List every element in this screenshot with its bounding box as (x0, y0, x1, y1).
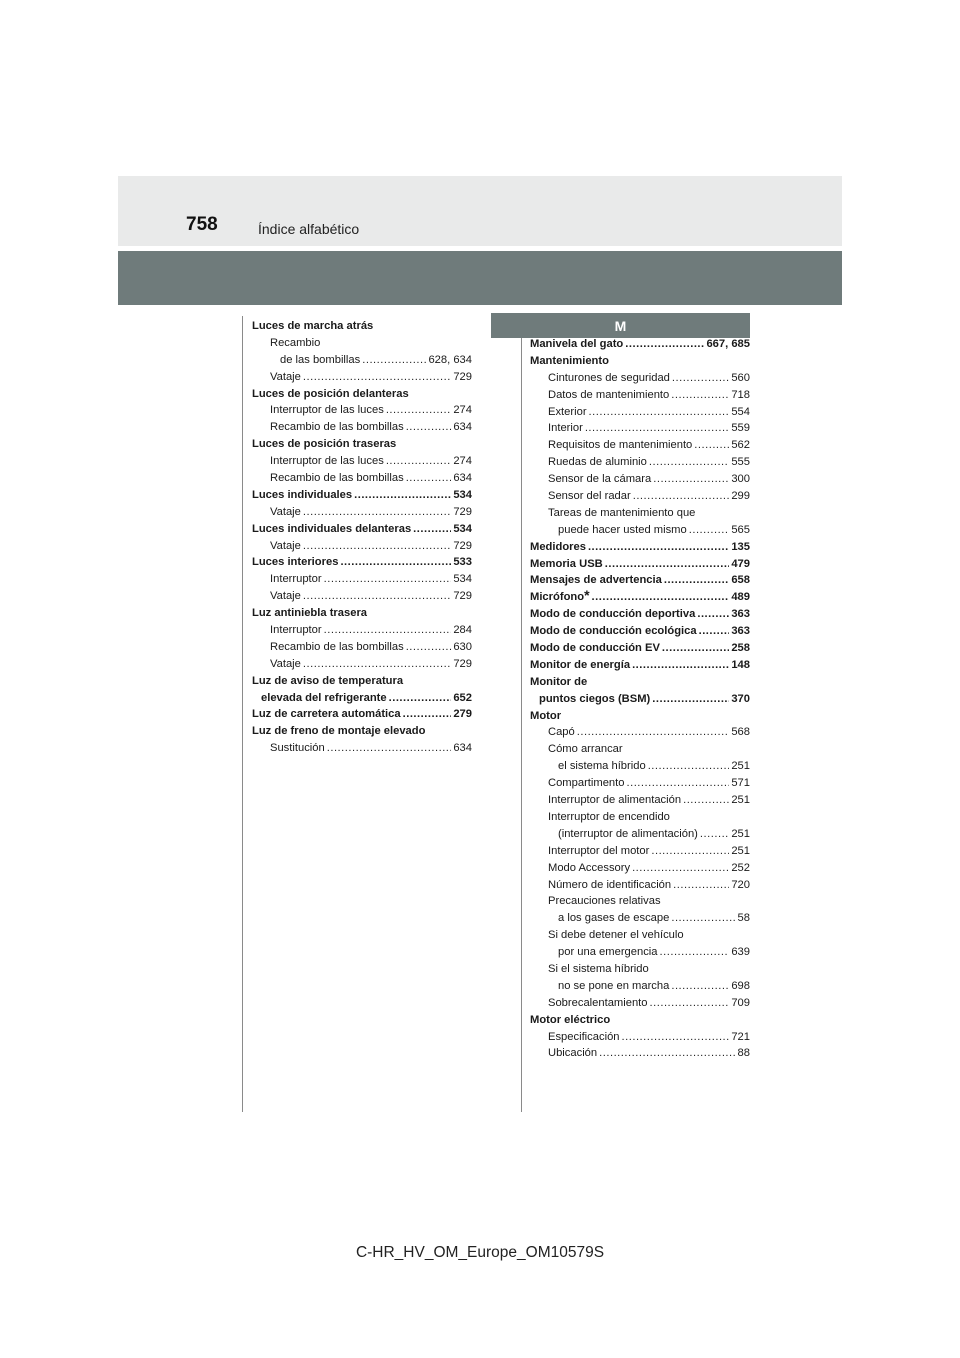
dot-leader (386, 453, 452, 470)
page-reference: 658 (731, 574, 750, 587)
dot-leader (362, 352, 426, 369)
dot-leader (664, 572, 729, 589)
entry-text: Cinturones de seguridad (548, 371, 670, 384)
entry-text: Interruptor (270, 573, 322, 586)
dot-leader (386, 402, 452, 419)
page-reference: 533 (453, 556, 472, 569)
dot-leader (303, 504, 451, 521)
dot-leader (577, 724, 730, 741)
index-entry (252, 571, 472, 588)
entry-text: Vataje (270, 370, 301, 383)
entry-text: Medidores (530, 540, 586, 553)
page-reference: 718 (731, 388, 750, 401)
index-entry (530, 978, 750, 995)
index-entry (530, 877, 750, 894)
dot-leader (689, 522, 730, 539)
entry-text: Cómo arrancar (548, 743, 623, 756)
index-entry (530, 657, 750, 674)
index-entry (252, 487, 472, 504)
page-reference: 628, 634 (428, 353, 472, 366)
dot-leader (651, 843, 729, 860)
dot-leader (592, 589, 730, 606)
index-entry (530, 404, 750, 421)
entry-text: puede hacer usted mismo (558, 523, 687, 536)
entry-text: Compartimento (548, 777, 625, 790)
page-reference: 559 (731, 422, 750, 435)
entry-text: Precauciones relativas (548, 895, 661, 908)
page-reference: 251 (731, 760, 750, 773)
entry-text: Datos de mantenimiento (548, 388, 670, 401)
dot-leader (324, 571, 452, 588)
index-entry (530, 437, 750, 454)
dot-leader (622, 1029, 730, 1046)
page-reference: 667, 685 (706, 338, 750, 350)
dot-leader (354, 487, 451, 504)
page-reference: 258 (731, 642, 750, 655)
page-reference: 299 (731, 490, 750, 503)
dot-leader (700, 826, 729, 843)
index-entry (252, 588, 472, 605)
dot-leader (662, 640, 729, 657)
entry-text: por una emergencia (558, 946, 658, 959)
entry-text: Motor eléctrico (530, 1013, 611, 1026)
entry-text: Vataje (270, 539, 301, 552)
page-reference: 721 (731, 1030, 750, 1043)
entry-text: Especificación (548, 1030, 620, 1043)
page-reference: 58 (737, 912, 750, 925)
page-reference: 534 (453, 488, 472, 501)
page-reference: 630 (453, 640, 472, 653)
dot-leader (303, 369, 451, 386)
dot-leader (327, 740, 452, 757)
index-entry (252, 402, 472, 419)
dot-leader (649, 454, 729, 471)
entry-text: Modo de conducción EV (530, 642, 660, 655)
index-entry (252, 554, 472, 571)
dot-leader (671, 978, 729, 995)
page-reference: 729 (453, 590, 472, 603)
entry-text: Luces individuales (252, 488, 353, 501)
dot-leader (632, 657, 729, 674)
index-entry (252, 639, 472, 656)
page-reference: 251 (731, 844, 750, 857)
index-entry (252, 419, 472, 436)
page-reference: 571 (731, 777, 750, 790)
index-entry (530, 353, 750, 370)
entry-text: Luz de aviso de temperatura (252, 674, 404, 687)
page-reference: 135 (731, 540, 750, 553)
index-entry (252, 318, 472, 335)
page-reference: 568 (731, 726, 750, 739)
dot-leader (683, 792, 729, 809)
entry-text: Recambio de las bombillas (270, 421, 404, 434)
entry-text: Si el sistema híbrido (548, 962, 649, 975)
index-entry (530, 995, 750, 1012)
index-entry (252, 470, 472, 487)
index-entry (252, 723, 472, 740)
index-entry (530, 572, 750, 589)
index-entry (530, 860, 750, 877)
index-entry (530, 420, 750, 437)
index-entry (530, 910, 750, 927)
index-entry (530, 724, 750, 741)
page-reference: 534 (453, 573, 472, 586)
section-title: Índice alfabético (258, 221, 360, 237)
entry-text: el sistema híbrido (558, 760, 646, 773)
dot-leader (605, 556, 730, 573)
page-reference: 88 (737, 1047, 750, 1060)
index-entry (530, 387, 750, 404)
entry-text: Modo de conducción ecológica (530, 625, 697, 638)
index-entry (530, 505, 750, 522)
entry-text: Requisitos de mantenimiento (548, 439, 693, 452)
page-reference: 698 (731, 979, 750, 992)
dot-leader (652, 691, 729, 708)
index-entry (530, 809, 750, 826)
entry-text: Luz antiniebla trasera (252, 607, 368, 620)
index-entry (530, 370, 750, 387)
entry-text: Vataje (270, 505, 301, 518)
entry-text: Luces de posición delanteras (252, 387, 409, 400)
index-entry (530, 522, 750, 539)
page-reference: 555 (731, 456, 750, 469)
index-entry (530, 488, 750, 505)
index-entry (252, 369, 472, 386)
entry-text: Interruptor de las luces (270, 404, 384, 417)
index-entry: Micrófono * ..... 489 (530, 589, 750, 606)
index-entry (252, 538, 472, 555)
entry-text: Vataje (270, 657, 301, 670)
dot-leader (403, 706, 452, 723)
entry-text: Ruedas de aluminio (548, 456, 647, 469)
page-reference: 479 (731, 557, 750, 570)
index-entry (530, 640, 750, 657)
index-entry (530, 1012, 750, 1029)
dot-leader (303, 538, 451, 555)
right-column-rule (521, 316, 522, 1112)
dot-leader (599, 1045, 735, 1062)
index-entry (252, 436, 472, 453)
page-reference: 720 (731, 878, 750, 891)
entry-text: Recambio de las bombillas (270, 640, 404, 653)
dot-leader (585, 420, 730, 437)
index-entry (252, 673, 472, 690)
dot-leader (413, 521, 451, 538)
entry-text: Exterior (548, 405, 587, 418)
index-entry (252, 605, 472, 622)
index-entry (530, 893, 750, 910)
letter-heading-label: M (614, 317, 627, 334)
index-entry (252, 504, 472, 521)
index-entry (530, 1045, 750, 1062)
entry-text: Número de identificación (548, 878, 672, 891)
index-entry (530, 336, 750, 353)
entry-text: Interior (548, 422, 583, 435)
index-entry (530, 961, 750, 978)
page-reference: 554 (731, 405, 750, 418)
index-entry (530, 944, 750, 961)
page-reference: 279 (453, 708, 472, 721)
entry-text: Capó (548, 726, 575, 739)
entry-text: Luces de posición traseras (252, 438, 397, 451)
entry-text: Modo de conducción deportiva (530, 608, 696, 621)
index-entry (530, 708, 750, 725)
page-reference: 274 (453, 455, 472, 468)
entry-text: (interruptor de alimentación) (558, 827, 698, 840)
dot-leader (672, 370, 729, 387)
index-entry (530, 674, 750, 691)
entry-text: elevada del refrigerante (261, 691, 387, 704)
entry-text: Motor (530, 709, 562, 722)
dot-leader (406, 639, 452, 656)
page-reference: 634 (453, 421, 472, 434)
entry-text: Sensor del radar (548, 490, 631, 503)
dot-leader (389, 690, 452, 707)
entry-text: Manivela del gato (530, 338, 624, 350)
page-reference: 634 (453, 472, 472, 485)
index-entry (530, 606, 750, 623)
entry-text: Sensor de la cámara (548, 473, 652, 486)
page-reference: 251 (731, 794, 750, 807)
entry-text: Mantenimiento (530, 354, 609, 367)
page-reference: 729 (453, 370, 472, 383)
dot-leader (660, 944, 730, 961)
index-entry (530, 1029, 750, 1046)
entry-text: a los gases de escape (558, 912, 670, 925)
index-entry (530, 454, 750, 471)
page-reference: 284 (453, 624, 472, 637)
entry-text: Sobrecalentamiento (548, 996, 648, 1009)
dot-leader (650, 995, 730, 1012)
page-reference: 652 (453, 691, 472, 704)
page-reference: 729 (453, 657, 472, 670)
entry-text: Sustitución (270, 742, 325, 755)
entry-text: Vataje (270, 590, 301, 603)
entry-text: Luz de carretera automática (252, 708, 401, 721)
dot-leader (671, 387, 729, 404)
dot-leader (671, 910, 735, 927)
index-entry (530, 775, 750, 792)
entry-text: Luces individuales delanteras (252, 522, 412, 535)
page-reference: 729 (453, 505, 472, 518)
page-reference: 363 (731, 625, 750, 638)
dot-leader (648, 758, 730, 775)
index-entry (252, 352, 472, 369)
page-reference: 300 (731, 473, 750, 486)
index-entry (530, 741, 750, 758)
index-entry (530, 471, 750, 488)
page-number: 758 (186, 214, 218, 235)
entry-text: puntos ciegos (BSM) (539, 692, 651, 705)
entry-text: Interruptor de las luces (270, 455, 384, 468)
dot-leader (697, 606, 729, 623)
dot-leader (340, 554, 451, 571)
dot-leader (632, 860, 729, 877)
index-entry (530, 843, 750, 860)
entry-text: no se pone en marcha (558, 979, 670, 992)
page-reference: 370 (731, 692, 750, 705)
entry-text: Tareas de mantenimiento que (548, 506, 696, 519)
index-entry (252, 622, 472, 639)
page-reference: 148 (731, 658, 750, 671)
entry-text: Modo Accessory (548, 861, 631, 874)
index-column-right (530, 336, 750, 1062)
entry-text: Memoria USB (530, 557, 603, 570)
dot-leader (626, 775, 729, 792)
index-entry (530, 927, 750, 944)
index-entry (530, 691, 750, 708)
dot-leader (694, 437, 729, 454)
index-entry (252, 656, 472, 673)
dot-leader (673, 877, 729, 894)
page-reference: 489 (731, 591, 750, 604)
page-reference: 534 (453, 522, 472, 535)
entry-text: Monitor de (530, 675, 588, 688)
page-reference: 639 (731, 946, 750, 959)
dot-leader (303, 588, 451, 605)
index-entry (252, 706, 472, 723)
page-reference: 729 (453, 539, 472, 552)
dot-leader (699, 623, 730, 640)
index-entry (530, 623, 750, 640)
entry-text: Micrófono (530, 591, 585, 604)
dot-leader (633, 488, 730, 505)
dot-leader (406, 419, 452, 436)
index-entry (252, 690, 472, 707)
title-bar (118, 251, 842, 305)
entry-text: Interruptor de encendido (548, 810, 670, 823)
entry-text: de las bombillas (280, 353, 361, 366)
entry-text: Recambio (270, 336, 321, 349)
dot-leader (653, 471, 729, 488)
index-entry (530, 826, 750, 843)
index-entry (530, 792, 750, 809)
index-entry (252, 335, 472, 352)
page-reference: 709 (731, 996, 750, 1009)
entry-text: Luz de freno de montaje elevado (252, 725, 426, 738)
page-reference: 565 (731, 523, 750, 536)
footer-code: C-HR_HV_OM_Europe_OM10579S (355, 1244, 605, 1261)
dot-leader (303, 656, 451, 673)
index-entry (252, 453, 472, 470)
entry-text: Si debe detener el vehículo (548, 929, 684, 942)
dot-leader (324, 622, 452, 639)
index-entry (530, 758, 750, 775)
entry-text: Mensajes de advertencia (530, 574, 662, 587)
page-reference: 560 (731, 371, 750, 384)
index-entry (252, 386, 472, 403)
letter-heading (491, 313, 750, 338)
index-column-left (252, 318, 472, 757)
entry-text: Luces de marcha atrás (252, 320, 374, 332)
index-entry (252, 521, 472, 538)
dot-leader (588, 539, 729, 556)
dot-leader (589, 404, 730, 421)
dot-leader (625, 336, 704, 353)
index-entry (252, 740, 472, 757)
index-entry (530, 539, 750, 556)
page-reference: 274 (453, 404, 472, 417)
header-band (118, 176, 842, 246)
entry-text: Interruptor del motor (548, 844, 650, 857)
entry-text: Interruptor (270, 624, 322, 637)
index-entry (530, 556, 750, 573)
entry-text: Ubicación (548, 1047, 598, 1060)
dot-leader (406, 470, 452, 487)
page-reference: 363 (731, 608, 750, 621)
page-reference: 562 (731, 439, 750, 452)
page-reference: 251 (731, 827, 750, 840)
entry-text: Interruptor de alimentación (548, 794, 682, 807)
left-column-rule (242, 316, 243, 1112)
page-reference: 634 (453, 742, 472, 755)
page-reference: 252 (731, 861, 750, 874)
entry-text: Monitor de energía (530, 658, 631, 671)
entry-text: Recambio de las bombillas (270, 472, 404, 485)
entry-text: Luces interiores (252, 556, 339, 569)
